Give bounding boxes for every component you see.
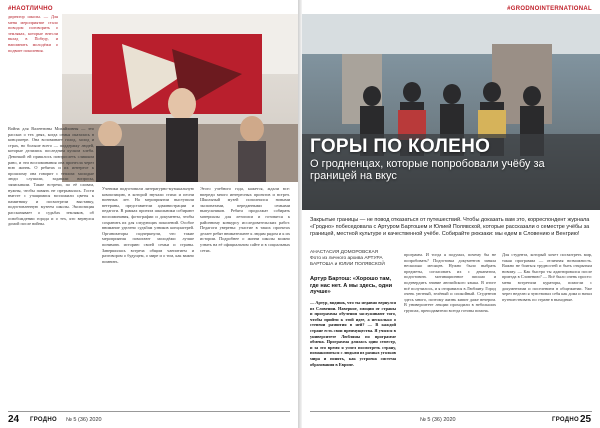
text-column-2: программ. И тогда я подумал, почему бы не попробовать? Подготовка документов заняла несколько месяцев. Нужно было выбрать предметы, согласовать их с деканатом, подготовить мотивационное письмо и подтвердить знание английского языка. В итоге всё получилось, и я отправился в Любляну. Город очень уютный, зелёный и спокойный. Студентов здесь много, поэтому жизнь кипит даже вечером. В университете лекции проходили в небольших группах, преподаватели всегда готовы помочь.: [404, 252, 496, 313]
article-lead: Закрытые границы — не повод отказаться от путешествий. Чтобы доказать вам это, корреспондент журнала «Гродно» побеседовала с Артуром Бартошем и Юлией Полявской, которые рассказали о семестре учёбы за границей, местной культуре и качественной учёбе. Собирайте рюкзаки: мы едем в Словению и Венгрию!: [310, 217, 590, 237]
page-number: 24: [8, 414, 20, 425]
text-column-3: Для студента, который хочет посмотреть мир, такая программа — отличная возможность. Важно не бояться трудностей и быть открытым новому. — Как быстро ты адаптировался после приезда в Словению? — Всё было очень просто: меня встретили кураторы, помогли с документами и поселением в общежитии. Уже через неделю я чувствовал себя как дома и начал путешествовать по стране в выходные.: [502, 252, 592, 302]
text-column-3: Этого учебного года, кажется, ждали все: впереди много интересных проектов и встреч. Школьный музей пополнился новыми экспонатами, переданными семьями выпускников. Ребята продолжат собирать материалы для летописи и готовятся к районному конкурсу исследовательских работ. Педагоги уверены: участие в таких проектах делает ребят внимательнее к людям рядом и к их истории. Подробнее о жизни школы можно узнать на её официальном сайте и в социальных сетях.: [200, 186, 290, 253]
page-footer: [0, 412, 298, 428]
magazine-brand: ГРОДНО: [30, 417, 57, 423]
interview-title: Артур Бартош: «Хорошо там, где нас нет. А мы здесь, одни лучше»: [310, 276, 393, 295]
page-footer: [302, 412, 600, 428]
byline: АНАСТАСИЯ ДОМОРОВСКАЯ Фото из личного архива АРТУРА БАРТОША и ЮЛИИ ПОЛЯВСКОЙ: [310, 250, 385, 267]
text-column-2: Ученики подготовили литературно-музыкальную композицию, в которой звучали стихи и песни военных лет. На мероприятии выступили ветераны, представители администрации и педагоги. В рамках проекта школьники собирают воспоминания, фотографии и документы, чтобы сохранить их для следующих поколений. Особое внимание уделено судьбам узников концлагерей. Организаторы подчеркнули, что такие мероприятия помогают молодёжи лучше понимать историю своей семьи и страны. Завершилась встреча общим чаепитием и разговором о будущем, о мире и о том, как важно помнить.: [102, 186, 194, 264]
article-headline: ГОРЫ ПО КОЛЕНО: [310, 136, 491, 157]
page-number: 25: [580, 414, 592, 425]
text-column-1: Война для Валентины Михайловны — это рассказ о тех днях, когда семья оказалась в концлагере. Она вспоминает голод, холод и страх, но больше всего — поддержку людей, которые делились последним куском хлеба. Девочкой ей пришлось повзрослеть слишком рано, и эти воспоминания она пронесла через всю жизнь. О ребятах и их интересе к прошлому она говорит с теплом: молодые люди слушали, задавали вопросы, записывали. Такие встречи, по её словам, нужны, чтобы память не прерывалась. Гости вместе с учащимися возложили цветы к памятнику и посмотрели выставку, подготовленную музеем школы. Экспозиция рассказывает о судьбах земляков, об освобождении города и о тех, кто вернулся домой после войны.: [8, 126, 94, 227]
magazine-brand: ГРОДНО: [552, 417, 579, 423]
article-subhead: О гродненцах, которые попробовали учёбу за границей на вкус: [310, 158, 545, 182]
section-tag: #НАОТЛИЧНО: [8, 6, 53, 12]
right-page: [302, 0, 600, 428]
section-tag: #GRODNOINTERNATIONAL: [507, 6, 592, 12]
text-column-1: — Артур, видишь, что ты недавно вернулся из Словении. Наверное, эмоции от страны и программы обучения заслуживают того, чтобы прийти к этой идее, а несколько о степени развития в ней? — В каждой стране есть свои преимущества. Я учился в университете Любляны по программе обмена. Программа длилась один семестр, и за это время я успел посмотреть страну, познакомиться с людьми из разных уголков мира и понять, как устроена система образования в Европе.: [310, 300, 396, 367]
left-page: [0, 0, 298, 428]
intro-lead: директор школы. — Для меня мероприятие стало поводом поговорить о земляках, которые внесли вклад в Победу, и напомнить молодёжи о подвиге поколения.: [8, 14, 58, 53]
issue-number: № 5 (36) 2020: [66, 417, 102, 423]
issue-number: № 5 (36) 2020: [420, 417, 456, 423]
event-photo: [62, 14, 298, 182]
